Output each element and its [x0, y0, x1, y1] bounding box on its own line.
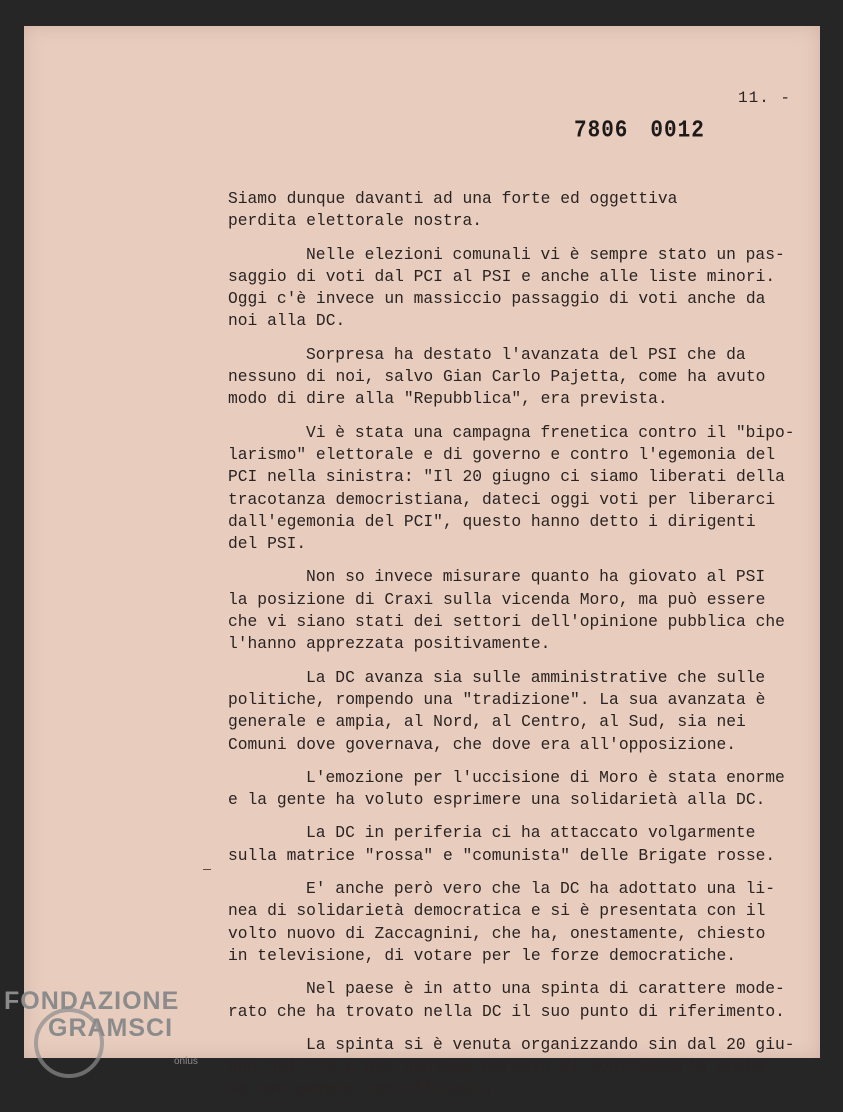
paragraph: E' anche però vero che la DC ha adottato una li- nea di solidarietà democratica e si è presentata con il volto nuovo di Zaccagnini, che ha, onestamente, chiesto in televisione, di votare per le forze democratiche. — [228, 879, 775, 965]
archive-number-right: 0012 — [650, 118, 705, 145]
watermark-line2: GRAMSCI — [48, 1014, 174, 1042]
watermark — [4, 987, 198, 1067]
archive-number — [574, 118, 705, 144]
margin-mark — [203, 869, 211, 870]
paragraph: Siamo dunque davanti ad una forte ed oggettiva perdita elettorale nostra. — [228, 189, 678, 231]
paragraph: Nelle elezioni comunali vi è sempre stato un pas- saggio di voti dal PCI al PSI e anche alle liste minori. Oggi c'è invece un massiccio passaggio di voti anche da noi alla DC. — [228, 244, 785, 331]
paragraph: Nel paese è in atto una spinta di carattere mode- rato che ha trovato nella DC il suo punto di riferimento. — [228, 979, 785, 1021]
paragraph: Non so invece misurare quanto ha giovato al PSI la posizione di Craxi sulla vicenda Moro, ma può essere che vi siano stati dei settori dell'opinione pubblica che l'hanno apprezzata positivamente. — [228, 567, 785, 654]
page-number: 11. - — [738, 89, 792, 107]
watermark-line3: onlus — [174, 1056, 198, 1067]
archive-number-left: 7806 — [574, 118, 629, 145]
paragraph: L'emozione per l'uccisione di Moro è stata enorme e la gente ha voluto esprimere una solidarietà alla DC. — [228, 767, 785, 810]
paragraph: La DC in periferia ci ha attaccato volgarmente sulla matrice "rossa" e "comunista" delle Brigate rosse. — [228, 823, 776, 865]
paragraph: La spinta si è venuta organizzando sin dal 20 giu- gno del '76 e noi abbiamo cercato di contrastarla anche se non sempre con efficacia. — [228, 1034, 795, 1099]
typewritten-body — [228, 188, 796, 1112]
paragraph: La DC avanza sia sulle amministrative che sulle politiche, rompendo una "tradizione". La sua avanzata è generale e ampia, al Nord, al Centro, al Sud, sia nei Comuni dove governava, che dove era all'opposizione. — [228, 667, 766, 754]
paragraph: Sorpresa ha destato l'avanzata del PSI che da nessuno di noi, salvo Gian Carlo Pajetta, come ha avuto modo di dire alla "Repubblica", era prevista. — [228, 344, 766, 409]
watermark-line1: FONDAZIONE — [4, 987, 180, 1015]
paragraph: Vi è stata una campagna frenetica contro il "bipo- larismo" elettorale e di governo e contro l'egemonia del PCI nella sinistra: "Il 20 giugno ci siamo liberati della tracotanza democristiana, dateci oggi voti per liberarci dall'egemonia del PCI", questo hanno detto i dirigenti del PSI. — [228, 422, 795, 554]
